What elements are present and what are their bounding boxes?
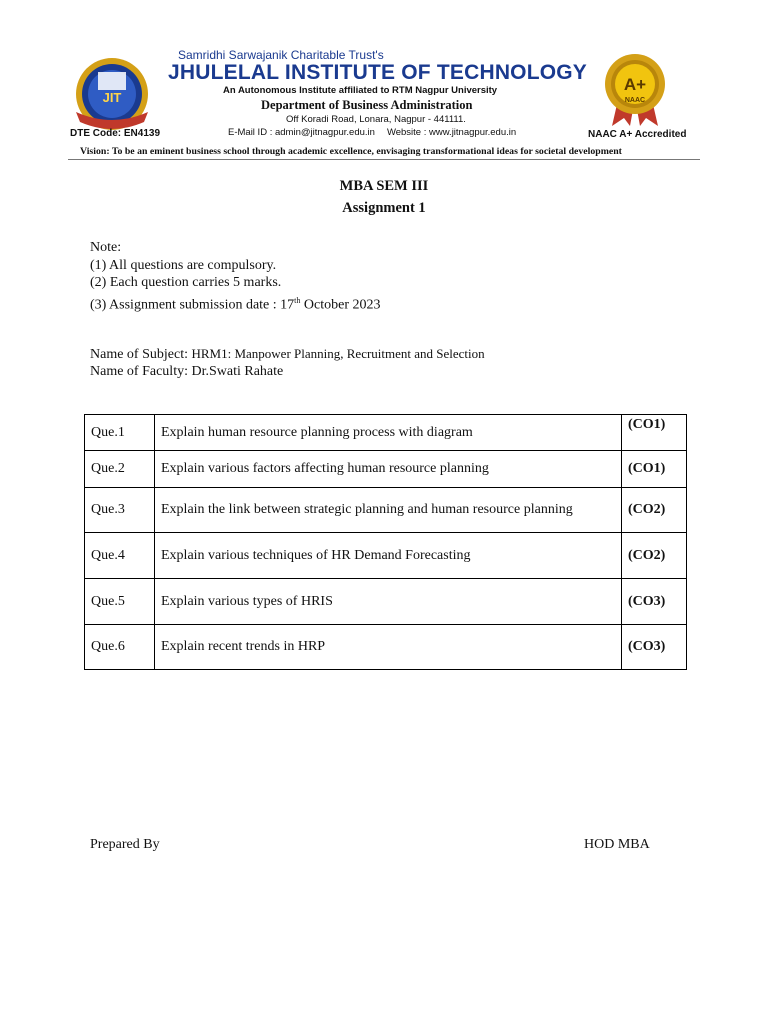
subject-label: Name of Subject: [90,347,192,362]
website: Website : www.jitnagpur.edu.in [386,127,517,138]
address: Off Koradi Road, Lonara, Nagpur - 441111. [286,114,466,125]
faculty-value: Dr.Swati Rahate [191,364,284,379]
letterhead [68,44,700,162]
question-number: Que.5 [85,579,155,625]
table-row [85,451,687,488]
question-text: Explain various types of HRIS [155,579,622,625]
question-text: Explain human resource planning process with diagram [155,415,622,451]
naac-seal-icon [602,52,668,128]
course-outcome: (CO3) [622,625,687,670]
subject-value: HRM1: Manpower Planning, Recruitment and Selection [191,346,485,361]
note-label: Note: [90,240,122,255]
naac-accreditation: NAAC A+ Accredited [588,129,687,140]
department-name: Department of Business Administration [261,98,473,112]
question-number: Que.1 [85,415,155,451]
question-number: Que.4 [85,533,155,579]
course-outcome: (CO2) [622,533,687,579]
note-item-2: (2) Each question carries 5 marks. [90,275,282,290]
questions-table [84,414,687,670]
semester-title: MBA SEM III [339,178,429,194]
table-row [85,625,687,670]
course-outcome: (CO1) [622,451,687,488]
course-outcome: (CO1) [622,415,687,451]
affiliation: An Autonomous Institute affiliated to RTM Nagpur University [223,85,498,96]
question-text: Explain various factors affecting human resource planning [155,451,622,488]
contact-line [228,127,516,138]
notes-block [90,239,381,314]
faculty-label: Name of Faculty: [90,364,192,379]
svg-text:A+: A+ [623,75,647,94]
letterhead-divider [68,159,700,160]
institute-name: JHULELAL INSTITUTE OF TECHNOLOGY [168,61,588,84]
trust-name: Samridhi Sarwajanik Charitable Trust's [178,48,384,62]
question-number: Que.2 [85,451,155,488]
hod-signature: HOD MBA [584,837,650,852]
vision-statement: Vision: To be an eminent business school through academic excellence, envisaging transformational ideas for societal development [80,146,622,157]
course-outcome: (CO2) [622,488,687,533]
subject-block [90,345,485,380]
svg-text:JIT: JIT [102,90,122,105]
table-row [85,533,687,579]
question-number: Que.3 [85,488,155,533]
note-item-3: (3) Assignment submission date : 17th October 2023 [90,295,381,313]
note-item-1: (1) All questions are compulsory. [90,257,277,273]
question-number: Que.6 [85,625,155,670]
assignment-title: Assignment 1 [342,200,426,216]
faculty-line [90,363,485,380]
question-text: Explain various techniques of HR Demand Forecasting [155,533,622,579]
course-outcome: (CO3) [622,579,687,625]
email: E-Mail ID : admin@jitnagpur.edu.in [228,127,375,138]
question-text: Explain the link between strategic planning and human resource planning [155,488,622,533]
table-row [85,415,687,451]
dte-code: DTE Code: EN4139 [70,128,161,139]
subject-line [90,345,485,363]
table-row [85,488,687,533]
prepared-by: Prepared By [90,837,160,852]
svg-text:NAAC: NAAC [624,97,646,104]
question-text: Explain recent trends in HRP [155,625,622,670]
table-row [85,579,687,625]
